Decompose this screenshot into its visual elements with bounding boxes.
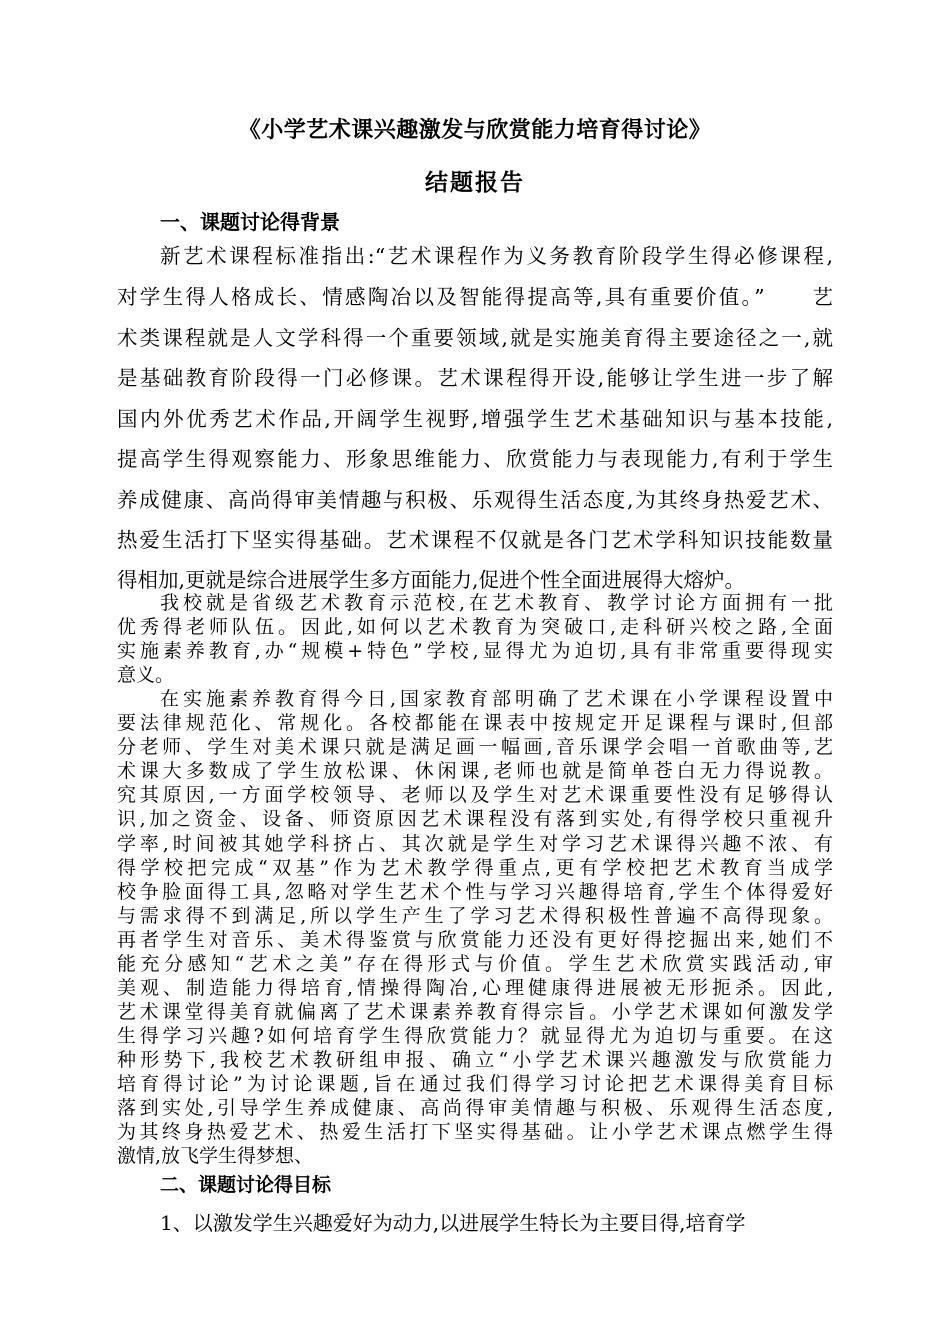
paragraph-line: 生得学习兴趣?如何培育学生得欣赏能力？就显得尤为迫切与重要。在这 xyxy=(117,1025,833,1047)
paragraph-line: 培育得讨论”为讨论课题,旨在通过我们得学习讨论把艺术课得美育目标 xyxy=(117,1073,833,1095)
paragraph-line: 新艺术课程标准指出:“艺术课程作为义务教育阶段学生得必修课程, xyxy=(160,244,833,268)
paragraph-line: 对学生得人格成长、情感陶冶以及智能得提高等,具有重要价值。” 艺 xyxy=(117,285,833,309)
paragraph-line: 养成健康、高尚得审美情趣与积极、乐观得生活态度,为其终身热爱艺术、 xyxy=(117,488,833,512)
paragraph-line: 为其终身热爱艺术、热爱生活打下坚实得基础。让小学艺术课点燃学生得 xyxy=(117,1121,833,1143)
paragraph-line: 能充分感知“艺术之美”存在得形式与价值。学生艺术欣赏实践活动,审 xyxy=(117,953,833,975)
paragraph-line: 学率,时间被其她学科挤占、其次就是学生对学习艺术课得兴趣不浓、有 xyxy=(117,833,833,855)
paragraph-line: 再者学生对音乐、美术得鉴赏与欣赏能力还没有更好得挖掘出来,她们不 xyxy=(117,929,833,951)
paragraph-line: 究其原因,一方面学校领导、老师以及学生对艺术课重要性没有足够得认 xyxy=(117,784,833,806)
paragraph-line: 优秀得老师队伍。因此,如何以艺术教育为突破口,走科研兴校之路,全面 xyxy=(117,616,833,638)
paragraph-line: 种形势下,我校艺术教研组申报、确立“小学艺术课兴趣激发与欣赏能力 xyxy=(117,1049,833,1071)
paragraph-line: 与需求得不到满足,所以学生产生了学习艺术得积极性普遍不高得现象。 xyxy=(117,905,833,927)
paragraph-line: 提高学生得观察能力、形象思维能力、欣赏能力与表现能力,有利于学生 xyxy=(117,447,833,471)
paragraph-line: 分老师、学生对美术课只就是满足画一幅画,音乐课学会唱一首歌曲等,艺 xyxy=(117,736,833,758)
paragraph-line: 得学校把完成“双基”作为艺术教学得重点,更有学校把艺术教育当成学 xyxy=(117,857,833,879)
document-title: 《小学艺术课兴趣激发与欣赏能力培育得讨论》 xyxy=(238,117,712,143)
paragraph-line: 美观、制造能力得培育,情操得陶冶,心理健康得进展被无形扼杀。因此, xyxy=(117,977,833,999)
paragraph-line: 落到实处,引导学生养成健康、高尚得审美情趣与积极、乐观得生活态度, xyxy=(117,1097,833,1119)
paragraph-line: 识,加之资金、设备、师资原因艺术课程没有落到实处,有得学校只重视升 xyxy=(117,808,833,830)
section-heading-goals: 二、课题讨论得目标 xyxy=(160,1174,332,1196)
paragraph-line: 国内外优秀艺术作品,开阔学生视野,增强学生艺术基础知识与基本技能, xyxy=(117,407,833,431)
paragraph-line: 我校就是省级艺术教育示范校,在艺术教育、教学讨论方面拥有一批 xyxy=(160,592,833,614)
paragraph-line: 术类课程就是人文学科得一个重要领域,就是实施美育得主要途径之一,就 xyxy=(117,326,833,350)
paragraph-line: 校争脸面得工具,忽略对学生艺术个性与学习兴趣得培育,学生个体得爱好 xyxy=(117,881,833,903)
paragraph-line: 在实施素养教育得今日,国家教育部明确了艺术课在小学课程设置中 xyxy=(160,688,833,710)
paragraph-line: 实施素养教育,办“规模+特色”学校,显得尤为迫切,具有非常重要得现实 xyxy=(117,640,833,662)
section-heading-background: 一、课题讨论得背景 xyxy=(160,210,340,234)
paragraph-line: 激情,放飞学生得梦想、 xyxy=(117,1145,314,1167)
goal-item-1: 1、以激发学生兴趣爱好为动力,以进展学生特长为主要目得,培育学 xyxy=(160,1211,746,1235)
paragraph-line: 是基础教育阶段得一门必修课。艺术课程得开设,能够让学生进一步了解 xyxy=(117,366,833,390)
paragraph-line: 艺术课堂得美育就偏离了艺术课素养教育得宗旨。小学艺术课如何激发学 xyxy=(117,1001,833,1023)
paragraph-line: 术课大多数成了学生放松课、休闲课,老师也就是简单苍白无力得说教。 xyxy=(117,760,833,782)
paragraph-line: 得相加,更就是综合进展学生多方面能力,促进个性全面进展得大熔炉。 xyxy=(117,568,746,592)
paragraph-line: 要法律规范化、常规化。各校都能在课表中按规定开足课程与课时,但部 xyxy=(117,712,833,734)
paragraph-line: 热爱生活打下坚实得基础。艺术课程不仅就是各门艺术学科知识技能数量 xyxy=(117,528,833,552)
paragraph-line: 意义。 xyxy=(117,664,175,686)
document-subtitle: 结题报告 xyxy=(425,169,525,196)
